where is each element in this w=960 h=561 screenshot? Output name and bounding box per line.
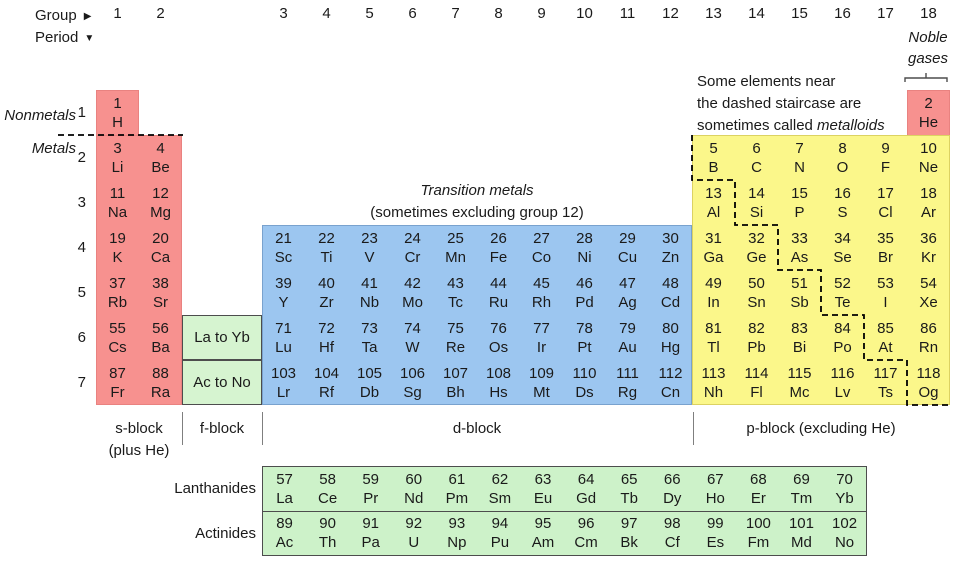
element-tl: 81 Tl [705,319,722,356]
element-se: 34 Se [833,229,852,266]
element-in: 49 In [705,274,722,311]
element-md: 101 Md [788,515,814,552]
noble-gases-label: Noble gases [907,29,949,67]
element-rg: 111 Rg [616,364,639,401]
s-block-label: s-block (plus He) [108,420,170,459]
group-number-4: 4 [322,5,331,22]
element-hg: 80 Hg [660,319,681,356]
element-am: 95 Am [531,515,555,552]
element-yb: 70 Yb [835,470,854,507]
element-cr: 24 Cr [404,229,421,266]
element-cl: 17 Cl [877,184,894,221]
element-pr: 59 Pr [362,470,380,507]
element-ge: 32 Ge [746,229,767,266]
element-zr: 40 Zr [318,274,335,311]
group-number-12: 12 [662,5,679,22]
element-na: 11 Na [107,184,128,221]
element-db: 105 Db [356,364,383,401]
lanthanide-actinide-table [262,466,867,556]
period-number-6: 6 [77,329,86,346]
metals-label: Metals [31,140,76,157]
element-gd: 64 Gd [576,470,597,507]
element-pt: 78 Pt [576,319,593,356]
period-number-7: 7 [77,374,86,391]
element-th: 90 Th [318,515,337,552]
element-hf: 72 Hf [318,319,335,356]
element-ni: 28 Ni [576,229,593,266]
element-rb: 37 Rb [107,274,128,311]
element-bh: 107 Bh [442,364,469,401]
element-xe: 54 Xe [919,274,938,311]
element-la: 57 La [276,470,293,507]
transition-metals-subtitle: (sometimes excluding group 12) [370,204,584,221]
element-zn: 30 Zn [661,229,680,266]
block-divider-d-p [693,412,694,445]
metalloids-note-line3: sometimes called metalloids [697,117,885,134]
d-block-label: d-block [452,420,502,437]
element-es: 99 Es [706,515,725,552]
group-number-5: 5 [365,5,374,22]
element-li: 3 Li [111,139,124,176]
element-co: 27 Co [531,229,552,266]
element-ho: 67 Ho [705,470,725,507]
element-cs: 55 Cs [108,319,127,356]
group-number-18: 18 [920,5,937,22]
period-number-4: 4 [77,239,86,256]
group-number-2: 2 [156,5,165,22]
element-rf: 104 Rf [313,364,340,401]
element-rn: 86 Rn [918,319,939,356]
group-number-17: 17 [877,5,894,22]
element-s: 16 S [834,184,851,221]
group-number-1: 1 [113,5,122,22]
element-sc: 21 Sc [274,229,293,266]
element-bk: 97 Bk [620,515,638,552]
element-cu: 29 Cu [617,229,638,266]
element-au: 79 Au [618,319,637,356]
p-block-label: p-block (excluding He) [746,420,896,437]
element-at: 85 At [877,319,894,356]
element-fl: 114 Fl [744,364,769,401]
element-mo: 42 Mo [402,274,423,311]
element-mg: 12 Mg [150,184,171,221]
element-nh: 113 Nh [701,364,726,401]
lanthanides-label: Lanthanides [174,480,256,497]
element-sm: 62 Sm [488,470,512,507]
element-al: 13 Al [705,184,722,221]
element-ta: 73 Ta [361,319,378,356]
element-p: 15 P [791,184,808,221]
metalloids-note-line1: Some elements near [697,73,836,90]
element-mn: 25 Mn [445,229,466,266]
element-sr: 38 Sr [152,274,169,311]
element-ne: 10 Ne [918,139,939,176]
element-ca: 20 Ca [150,229,171,266]
element-eu: 63 Eu [533,470,553,507]
element-ba: 56 Ba [151,319,170,356]
element-fr: 87 Fr [109,364,126,401]
element-n: 7 N [794,139,805,176]
element-o: 8 O [836,139,849,176]
period-label: Period [35,29,79,46]
element-ir: 77 Ir [533,319,550,356]
element-lr: 103 Lr [270,364,297,401]
element-lu: 71 Lu [275,319,292,356]
element-be: 4 Be [151,139,170,176]
group-number-13: 13 [705,5,722,22]
element-dy: 66 Dy [663,470,682,507]
element-br: 35 Br [877,229,894,266]
metalloids-note [697,71,885,137]
element-ar: 18 Ar [920,184,937,221]
group-number-16: 16 [834,5,851,22]
element-po: 84 Po [833,319,852,356]
element-tb: 65 Tb [620,470,638,507]
element-bi: 83 Bi [791,319,808,356]
group-number-7: 7 [451,5,460,22]
period-axis-label [35,28,94,48]
element-ti: 22 Ti [318,229,335,266]
period-number-1: 1 [77,104,86,121]
element-pb: 82 Pb [747,319,766,356]
element-u: 92 U [405,515,423,552]
element-pd: 46 Pd [575,274,594,311]
group-number-15: 15 [791,5,808,22]
element-he: 2 He [918,94,939,131]
group-number-11: 11 [619,5,636,22]
period-number-2: 2 [77,149,86,166]
element-mc: 115 Mc [787,364,812,401]
element-c: 6 C [751,139,762,176]
element-ts: 117 Ts [873,364,898,401]
group-number-6: 6 [408,5,417,22]
element-pm: 61 Pm [445,470,469,507]
element-kr: 36 Kr [920,229,937,266]
lanthanides-row [263,467,866,512]
element-rh: 45 Rh [531,274,552,311]
element-tc: 43 Tc [447,274,464,311]
down-arrow-icon: ▼ [84,32,95,44]
element-hs: 108 Hs [485,364,512,401]
metalloids-word: metalloids [817,117,885,134]
element-nb: 41 Nb [359,274,380,311]
element-os: 76 Os [488,319,509,356]
element-w: 74 W [404,319,421,356]
element-lv: 116 Lv [830,364,855,401]
group-axis-label [35,6,91,26]
f-placeholder-period-7: Ac to No [182,360,262,405]
element-te: 52 Te [834,274,851,311]
element-y: 39 Y [275,274,292,311]
element-ce: 58 Ce [318,470,338,507]
element-tm: 69 Tm [790,470,813,507]
element-mt: 109 Mt [528,364,555,401]
element-ag: 47 Ag [618,274,637,311]
element-v: 23 V [361,229,378,266]
element-cn: 112 Cn [658,364,683,401]
actinides-row [263,512,866,556]
right-arrow-icon: ▶ [83,10,92,22]
element-no: 102 No [832,515,858,552]
group-number-14: 14 [748,5,765,22]
group-number-10: 10 [576,5,593,22]
group-number-8: 8 [494,5,503,22]
element-er: 68 Er [750,470,767,507]
element-pa: 91 Pa [361,515,380,552]
element-og: 118 Og [916,364,941,401]
group-label: Group [35,7,77,24]
f-placeholder-period-6: La to Yb [182,315,262,360]
transition-metals-note [262,180,692,224]
group-number-3: 3 [279,5,288,22]
group-number-9: 9 [537,5,546,22]
actinides-label: Actinides [195,525,256,542]
transition-metals-title: Transition metals [420,182,534,199]
element-cf: 98 Cf [663,515,681,552]
element-sn: 50 Sn [747,274,766,311]
element-ac: 89 Ac [275,515,294,552]
element-sb: 51 Sb [790,274,809,311]
period-number-3: 3 [77,194,86,211]
element-si: 14 Si [748,184,765,221]
element-ga: 31 Ga [703,229,724,266]
element-nd: 60 Nd [404,470,424,507]
f-block-label: f-block [199,420,245,437]
nonmetals-label: Nonmetals [4,107,76,124]
noble-gases-bracket [905,73,947,82]
element-sg: 106 Sg [399,364,426,401]
element-k: 19 K [109,229,126,266]
element-f: 9 F [880,139,891,176]
element-h: 1 H [112,94,123,131]
metalloids-note-line2: the dashed staircase are [697,95,862,112]
element-fm: 100 Fm [745,515,771,552]
element-fe: 26 Fe [489,229,508,266]
element-ra: 88 Ra [150,364,171,401]
element-as: 33 As [790,229,809,266]
element-b: 5 B [708,139,719,176]
block-divider-s-f [182,412,183,445]
element-pu: 94 Pu [490,515,510,552]
element-ds: 110 Ds [572,364,597,401]
block-divider-f-d [262,412,263,445]
element-ru: 44 Ru [488,274,509,311]
element-re: 75 Re [445,319,466,356]
element-np: 93 Np [447,515,467,552]
element-i: 53 I [877,274,894,311]
period-number-5: 5 [77,284,86,301]
element-cm: 96 Cm [574,515,598,552]
element-cd: 48 Cd [660,274,681,311]
